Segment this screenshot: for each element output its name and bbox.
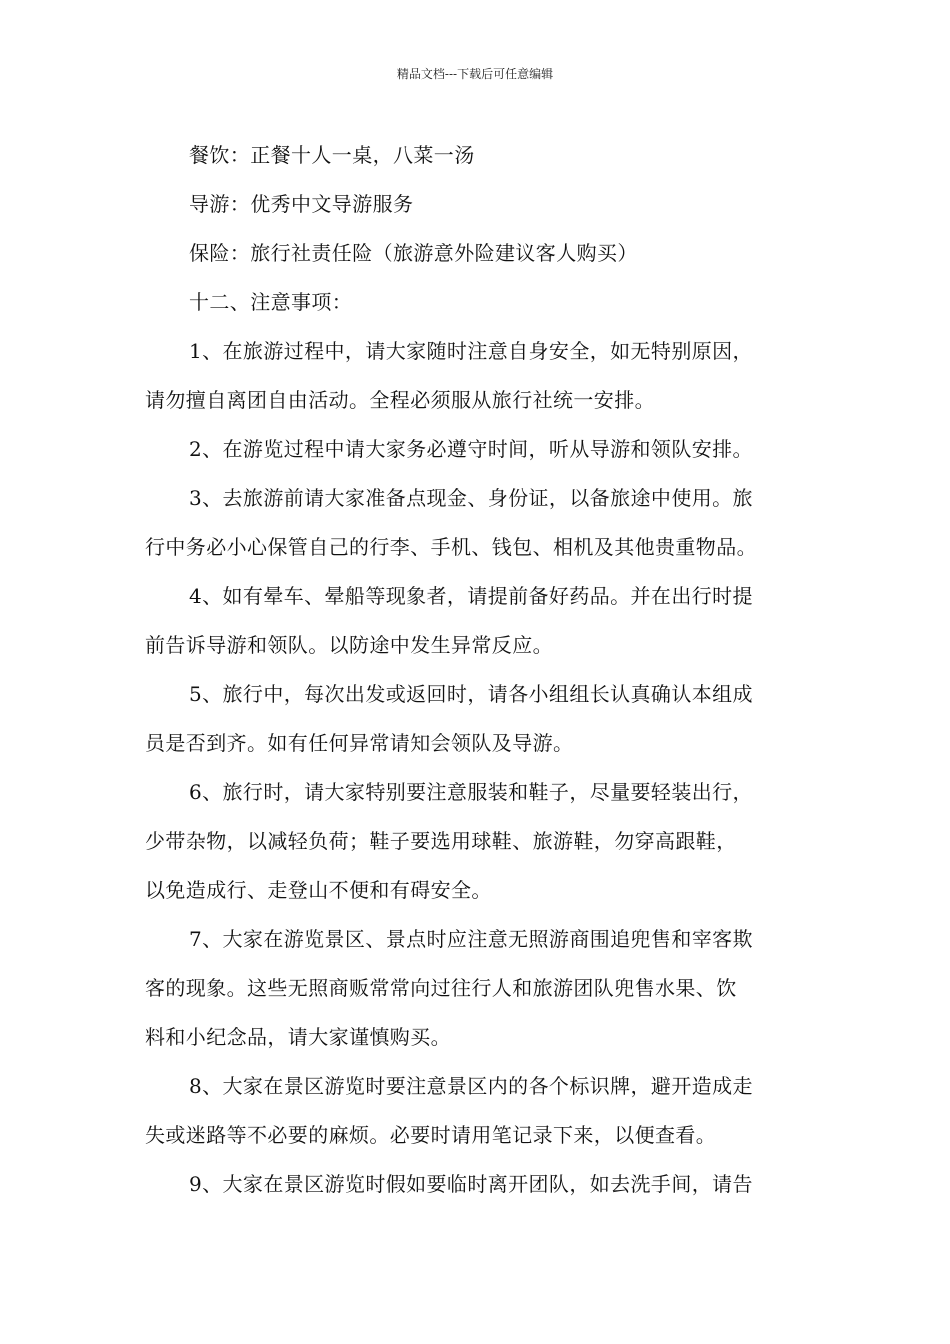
text-line: 以免造成行、走登山不便和有碍安全。 bbox=[145, 878, 492, 902]
text-line: 导游：优秀中文导游服务 bbox=[189, 192, 414, 216]
text-line: 1、在旅游过程中，请大家随时注意自身安全，如无特别原因， bbox=[189, 339, 753, 363]
text-line: 少带杂物，以减轻负荷；鞋子要选用球鞋、旅游鞋，勿穿高跟鞋， bbox=[145, 829, 737, 853]
text-line: 保险：旅行社责任险（旅游意外险建议客人购买） bbox=[189, 241, 638, 265]
text-line: 十二、注意事项： bbox=[189, 290, 353, 314]
text-line: 5、旅行中，每次出发或返回时，请各小组组长认真确认本组成 bbox=[189, 682, 753, 706]
text-line: 餐饮：正餐十人一桌，八菜一汤 bbox=[189, 143, 475, 167]
text-line: 料和小纪念品，请大家谨慎购买。 bbox=[145, 1025, 451, 1049]
text-line: 失或迷路等不必要的麻烦。必要时请用笔记录下来，以便查看。 bbox=[145, 1123, 717, 1147]
text-line: 员是否到齐。如有任何异常请知会领队及导游。 bbox=[145, 731, 574, 755]
text-line: 请勿擅自离团自由活动。全程必须服从旅行社统一安排。 bbox=[145, 388, 655, 412]
document-body bbox=[145, 131, 810, 1209]
text-line: 7、大家在游览景区、景点时应注意无照游商围追兜售和宰客欺 bbox=[189, 927, 753, 951]
text-line: 行中务必小心保管自己的行李、手机、钱包、相机及其他贵重物品。 bbox=[145, 535, 757, 559]
page-header: 精品文档---下载后可任意编辑 bbox=[396, 67, 554, 81]
text-line: 4、如有晕车、晕船等现象者，请提前备好药品。并在出行时提 bbox=[189, 584, 753, 608]
text-line: 客的现象。这些无照商贩常常向过往行人和旅游团队兜售水果、饮 bbox=[145, 976, 737, 1000]
text-line: 9、大家在景区游览时假如要临时离开团队，如去洗手间，请告 bbox=[189, 1172, 753, 1196]
text-line: 6、旅行时，请大家特别要注意服装和鞋子，尽量要轻装出行， bbox=[189, 780, 753, 804]
text-line: 3、去旅游前请大家准备点现金、身份证，以备旅途中使用。旅 bbox=[189, 486, 753, 510]
text-line: 前告诉导游和领队。以防途中发生异常反应。 bbox=[145, 633, 553, 657]
text-line: 8、大家在景区游览时要注意景区内的各个标识牌，避开造成走 bbox=[189, 1074, 753, 1098]
text-line: 2、在游览过程中请大家务必遵守时间，听从导游和领队安排。 bbox=[189, 437, 753, 461]
